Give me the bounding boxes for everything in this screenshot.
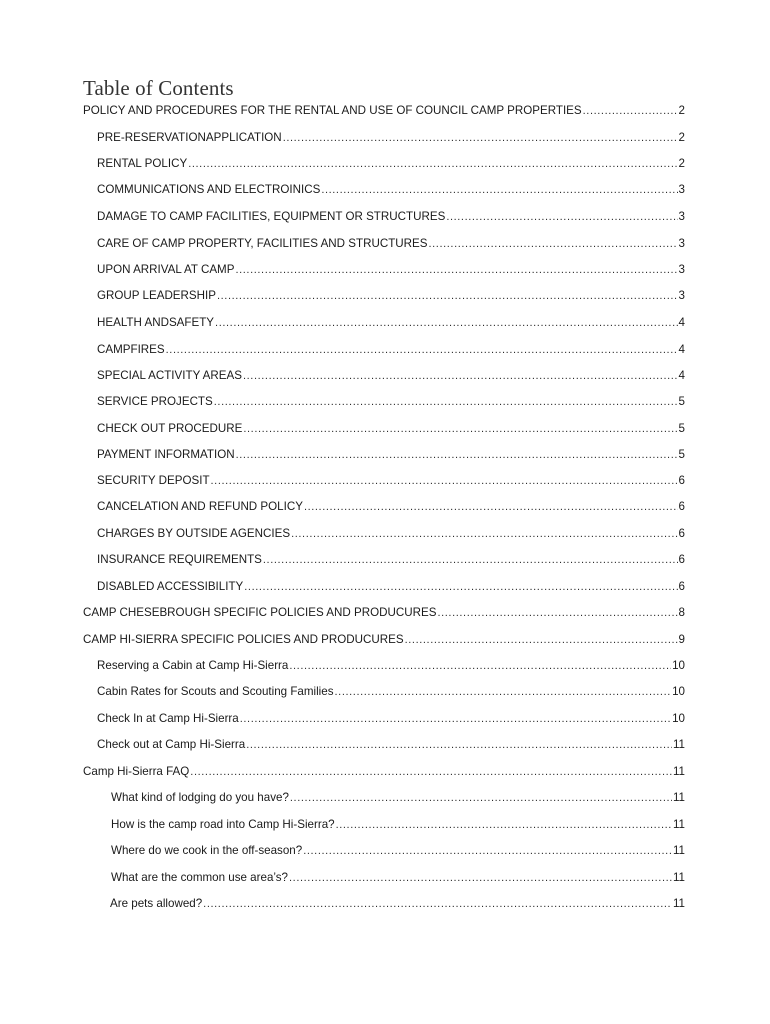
toc-dot-leader: [291, 526, 677, 542]
toc-entry[interactable]: [97, 236, 685, 252]
toc-entry[interactable]: [97, 473, 685, 489]
toc-entry-label: CHARGES BY OUTSIDE AGENCIES: [97, 527, 291, 540]
toc-entry-label: CAMP HI-SIERRA SPECIFIC POLICIES AND PRODUCURES: [83, 633, 404, 646]
toc-page-number: 11: [672, 791, 685, 804]
toc-dot-leader: [429, 236, 678, 252]
toc-page-number: 10: [672, 659, 685, 672]
toc-page-number: 3: [678, 263, 685, 276]
toc-dot-leader: [217, 288, 678, 304]
toc-entry[interactable]: [83, 103, 685, 119]
toc-dot-leader: [321, 182, 677, 198]
toc-dot-leader: [240, 711, 671, 727]
toc-entry-label: How is the camp road into Camp Hi-Sierra?: [111, 818, 335, 831]
page-title: Table of Contents: [83, 76, 234, 100]
toc-dot-leader: [236, 447, 678, 463]
toc-dot-leader: [244, 579, 677, 595]
toc-dot-leader: [211, 473, 678, 489]
toc-entry-label: DAMAGE TO CAMP FACILITIES, EQUIPMENT OR STRUCTURES: [97, 210, 446, 223]
toc-page-number: 2: [678, 131, 685, 144]
toc-dot-leader: [243, 368, 678, 384]
toc-dot-leader: [263, 552, 678, 568]
toc-entry[interactable]: [97, 447, 685, 463]
toc-entry-label: SECURITY DEPOSIT: [97, 474, 210, 487]
toc-dot-leader: [235, 262, 677, 278]
toc-entry-label: Cabin Rates for Scouts and Scouting Families: [97, 685, 334, 698]
toc-page-number: 5: [678, 422, 685, 435]
toc-entry-label: SERVICE PROJECTS: [97, 395, 213, 408]
toc-page-number: 6: [678, 474, 685, 487]
toc-entry[interactable]: [97, 526, 685, 542]
toc-entry-label: CANCELATION AND REFUND POLICY: [97, 500, 303, 513]
toc-entry[interactable]: [97, 658, 685, 674]
toc-page-number: 10: [672, 712, 685, 725]
toc-entry[interactable]: [97, 684, 685, 700]
toc-entry-label: HEALTH ANDSAFETY: [97, 316, 215, 329]
toc-entry[interactable]: [83, 632, 685, 648]
toc-dot-leader: [215, 315, 678, 331]
toc-entry-label: GROUP LEADERSHIP: [97, 289, 216, 302]
toc-page-number: 5: [678, 395, 685, 408]
toc-page-number: 3: [678, 210, 685, 223]
toc-entry-label: CHECK OUT PROCEDURE: [97, 422, 243, 435]
toc-entry[interactable]: [111, 870, 685, 886]
toc-entry[interactable]: [97, 579, 685, 595]
toc-page-number: 10: [672, 685, 685, 698]
toc-page-number: 4: [678, 316, 685, 329]
toc-dot-leader: [290, 790, 672, 806]
toc-page-number: 4: [678, 369, 685, 382]
toc-entry[interactable]: [97, 421, 685, 437]
toc-entry[interactable]: [97, 156, 685, 172]
toc-entry-label: Are pets allowed?: [110, 897, 203, 910]
toc-entry-label: CAMP CHESEBROUGH SPECIFIC POLICIES AND PRODUCURES: [83, 606, 437, 619]
toc-page-number: 4: [678, 343, 685, 356]
toc-dot-leader: [246, 737, 672, 753]
toc-dot-leader: [190, 764, 672, 780]
toc-page-number: 9: [678, 633, 685, 646]
toc-dot-leader: [335, 684, 672, 700]
toc-dot-leader: [303, 843, 672, 859]
toc-dot-leader: [188, 156, 677, 172]
toc-page-number: 11: [672, 844, 685, 857]
toc-entry[interactable]: [97, 315, 685, 331]
toc-entry-label: Camp Hi-Sierra FAQ: [83, 765, 190, 778]
toc-page-number: 11: [672, 738, 685, 751]
toc-entry-label: POLICY AND PROCEDURES FOR THE RENTAL AND USE OF COUNCIL CAMP PROPERTIES: [83, 104, 582, 117]
toc-page-number: 11: [672, 818, 685, 831]
toc-dot-leader: [203, 896, 672, 912]
toc-page-number: 3: [678, 289, 685, 302]
toc-entry[interactable]: [97, 342, 685, 358]
toc-page-number: 11: [672, 765, 685, 778]
toc-entry-label: COMMUNICATIONS AND ELECTROINICS: [97, 183, 321, 196]
toc-dot-leader: [437, 605, 677, 621]
toc-entry-label: DISABLED ACCESSIBILITY: [97, 580, 244, 593]
toc-page-number: 2: [678, 104, 685, 117]
toc-entry[interactable]: [97, 182, 685, 198]
toc-entry[interactable]: [97, 737, 685, 753]
toc-entry[interactable]: [97, 711, 685, 727]
toc-dot-leader: [446, 209, 677, 225]
toc-page-number: 6: [678, 500, 685, 513]
toc-entry[interactable]: [110, 896, 685, 912]
toc-entry-label: Where do we cook in the off-season?: [111, 844, 303, 857]
toc-dot-leader: [405, 632, 678, 648]
toc-page-number: 6: [678, 527, 685, 540]
toc-dot-leader: [289, 658, 671, 674]
toc-dot-leader: [166, 342, 678, 358]
toc-entry-label: Reserving a Cabin at Camp Hi-Sierra: [97, 659, 289, 672]
toc-dot-leader: [243, 421, 677, 437]
toc-entry[interactable]: [97, 368, 685, 384]
toc-dot-leader: [283, 130, 678, 146]
toc-page-number: 6: [678, 553, 685, 566]
toc-page-number: 11: [672, 871, 685, 884]
toc-entry-label: RENTAL POLICY: [97, 157, 188, 170]
toc-entry[interactable]: [97, 499, 685, 515]
toc-entry[interactable]: [111, 817, 685, 833]
toc-dot-leader: [304, 499, 678, 515]
toc-entry[interactable]: [97, 288, 685, 304]
toc-entry[interactable]: [97, 130, 685, 146]
toc-entry-label: What kind of lodging do you have?: [111, 791, 289, 804]
toc-entry-label: Check out at Camp Hi-Sierra: [97, 738, 246, 751]
toc-dot-leader: [214, 394, 678, 410]
toc-dot-leader: [336, 817, 672, 833]
toc-entry-label: PRE-RESERVATIONAPPLICATION: [97, 131, 282, 144]
toc-entry[interactable]: [83, 764, 685, 780]
toc-entry[interactable]: [97, 394, 685, 410]
toc-entry[interactable]: [97, 209, 685, 225]
toc-page-number: 8: [678, 606, 685, 619]
toc-entry-label: INSURANCE REQUIREMENTS: [97, 553, 262, 566]
toc-entry-label: What are the common use area’s?: [111, 871, 289, 884]
toc-entry-label: UPON ARRIVAL AT CAMP: [97, 263, 235, 276]
toc-entry-label: PAYMENT INFORMATION: [97, 448, 235, 461]
toc-page-number: 3: [678, 237, 685, 250]
toc-page-number: 2: [678, 157, 685, 170]
toc-entry-label: CARE OF CAMP PROPERTY, FACILITIES AND STRUCTURES: [97, 237, 428, 250]
toc-entry[interactable]: [111, 790, 685, 806]
toc-dot-leader: [289, 870, 672, 886]
toc-entry[interactable]: [97, 552, 685, 568]
toc-entry-label: SPECIAL ACTIVITY AREAS: [97, 369, 242, 382]
toc-page-number: 3: [678, 183, 685, 196]
toc-page-number: 5: [678, 448, 685, 461]
toc-entry[interactable]: [111, 843, 685, 859]
toc-entry[interactable]: [83, 605, 685, 621]
toc-page-number: 11: [672, 897, 685, 910]
toc-entry-label: Check In at Camp Hi-Sierra: [97, 712, 239, 725]
toc-page-number: 6: [678, 580, 685, 593]
toc-entry-label: CAMPFIRES: [97, 343, 165, 356]
toc-dot-leader: [583, 103, 678, 119]
toc-entry[interactable]: [97, 262, 685, 278]
